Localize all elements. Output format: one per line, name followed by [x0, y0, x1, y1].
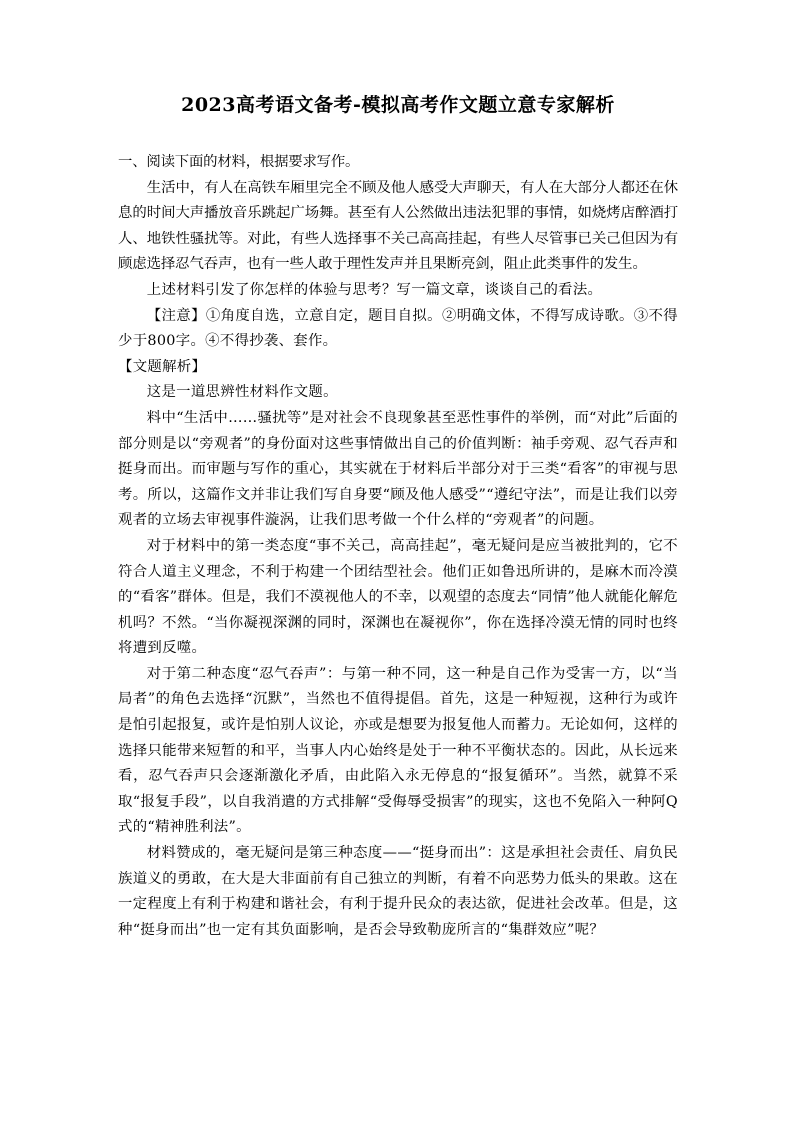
analysis-paragraph: 材料赞成的，毫无疑问是第三种态度——“挺身而出”：这是承担社会责任、肩负民族道义的勇敢，在大是大非面前有自己独立的判断，有着不向恶势力低头的果敢。这在一定程度上有利于构建和谐社会，有利于提升民众的表达欲，促进社会改革。但是，这种“挺身而出”也一定有其负面影响，是否会导致勒庞所言的“集群效应”呢？: [118, 845, 678, 938]
notice-paragraph: 【注意】①角度自选，立意自定，题目自拟。②明确文体，不得写成诗歌。③不得少于800字。④不得抄袭、套作。: [118, 307, 678, 350]
analysis-paragraph: 这是一道思辨性材料作文题。: [146, 384, 338, 401]
material-paragraph: 生活中，有人在高铁车厢里完全不顾及他人感受大声聊天，有人在大部分人都还在休息的时间大声播放音乐跳起广场舞。甚至有人公然做出违法犯罪的事情，如烧烤店醉酒打人、地铁性骚扰等。对此，有些人选择事不关己高高挂起，有些人尽管事已关己但因为有顾虑选择忍气吞声，也有一些人敢于理性发声并且果断亮剑，阻止此类事件的发生。: [118, 179, 678, 273]
prompt-paragraph: 上述材料引发了你怎样的体验与思考？写一篇文章，谈谈自己的看法。: [146, 281, 603, 298]
question-heading: 一、阅读下面的材料，根据要求写作。: [118, 154, 360, 170]
analysis-paragraph: 料中“生活中……骚扰等”是对社会不良现象甚至恶性事件的举例，而“对此”后面的部分则是以“旁观者”的身份面对这些事情做出自己的价值判断：袖手旁观、忍气吞声和挺身而出。而审题与写作的重心，其实就在于材料后半部分对于三类“看客”的审视与思考。所以，这篇作文并非让我们写自身要“顾及他人感受”“遵纪守法”，而是让我们以旁观者的立场去审视事件漩涡，让我们思考做一个什么样的“旁观者”的问题。: [118, 409, 678, 529]
analysis-paragraph: 对于材料中的第一类态度“事不关己，高高挂起”，毫无疑问是应当被批判的，它不符合人道主义理念，不利于构建一个团结型社会。他们正如鲁迅所讲的，是麻木而冷漠的“看客”群体。但是，我们不漠视他人的不幸，以观望的态度去“同情”他人就能化解危机吗？不然。“当你凝视深渊的同时，深渊也在凝视你”，你在选择冷漠无情的同时也终将遭到反噬。: [118, 537, 678, 657]
analysis-paragraph: 对于第二种态度“忍气吞声”：与第一种不同，这一种是自己作为受害一方，以“当局者”的角色去选择“沉默”，当然也不值得提倡。首先，这是一种短视，这种行为或许是怕引起报复，或许是怕别人议论，亦或是想要为报复他人而蓄力。无论如何，这样的选择只能带来短暂的和平，当事人内心始终是处于一种不平衡状态的。因此，从长远来看，忍气吞声只会逐渐激化矛盾，由此陷入永无停息的“报复循环”。当然，就算不采取“报复手段”，以自我消遣的方式排解“受侮辱受损害”的现实，这也不免陷入一种阿Q式的“精神胜利法”。: [118, 665, 678, 836]
document-page: [118, 92, 678, 943]
document-title: 2023高考语文备考-模拟高考作文题立意专家解析: [181, 94, 615, 116]
analysis-heading: 【文题解析】: [118, 358, 207, 375]
